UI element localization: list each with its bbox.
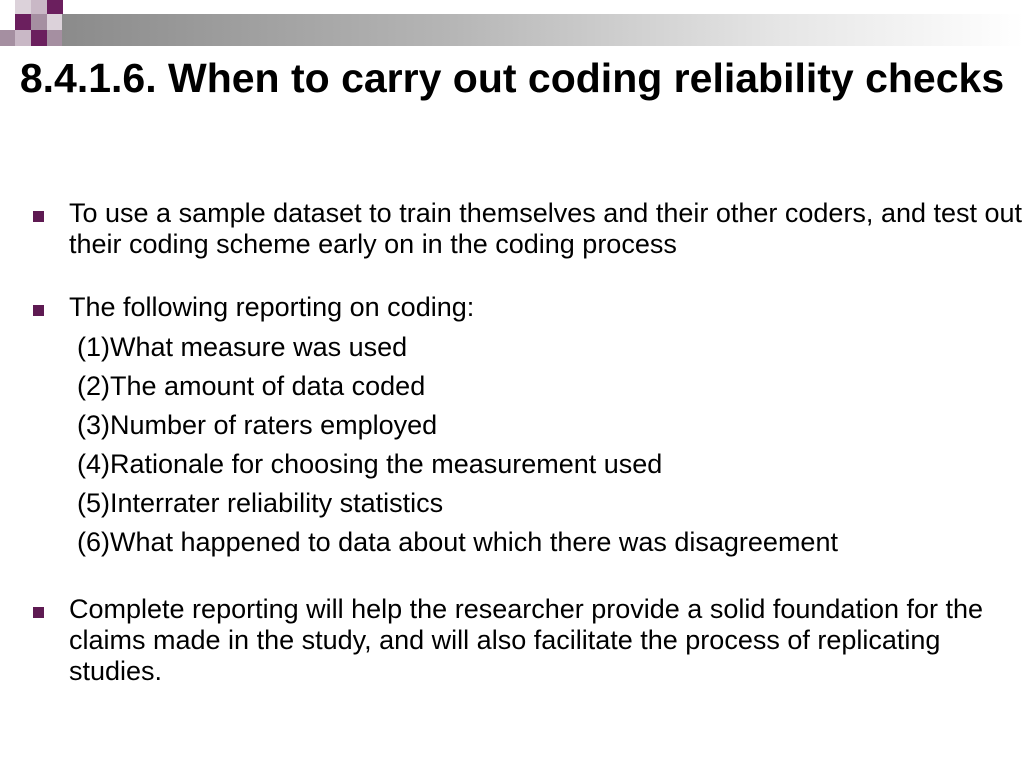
bullet-text: Complete reporting will help the researcher provide a solid foundation for the claims made in the study, and will also facilitate the process of replicating studies. [69, 594, 984, 686]
square-bullet-icon [33, 211, 44, 222]
sublist-item: (6)What happened to data about which there was disagreement [77, 527, 838, 557]
sublist-item: (3)Number of raters employed [77, 410, 438, 440]
bullet-item [32, 292, 1024, 323]
decor-square [47, 0, 63, 14]
slide-body [32, 198, 1024, 687]
sublist-item: (1)What measure was used [77, 332, 408, 362]
bullet-item [32, 198, 1024, 260]
header-gradient-band [62, 14, 1024, 46]
decor-square [15, 30, 31, 46]
decor-square [31, 0, 47, 14]
decor-square [15, 0, 31, 14]
sublist-item: (2)The amount of data coded [77, 371, 426, 401]
decor-square [47, 30, 63, 46]
decor-square [31, 14, 47, 30]
decor-square [47, 14, 63, 30]
decor-square [0, 30, 15, 46]
bullet-text: The following reporting on coding: [69, 292, 475, 322]
bullet-text: To use a sample dataset to train themselves and their other coders, and test out their coding scheme early on in the coding process [69, 198, 1023, 259]
decor-square [0, 0, 16, 16]
sublist-item: (5)Interrater reliability statistics [77, 488, 444, 518]
slide-title: 8.4.1.6. When to carry out coding reliability checks [19, 55, 1005, 101]
bullet-item [32, 594, 1024, 687]
square-bullet-icon [33, 305, 44, 316]
decor-square [31, 30, 47, 46]
square-bullet-icon [33, 607, 44, 618]
decor-square [15, 14, 31, 30]
reporting-sublist [32, 328, 1024, 562]
sublist-item: (4)Rationale for choosing the measurement used [77, 449, 663, 479]
